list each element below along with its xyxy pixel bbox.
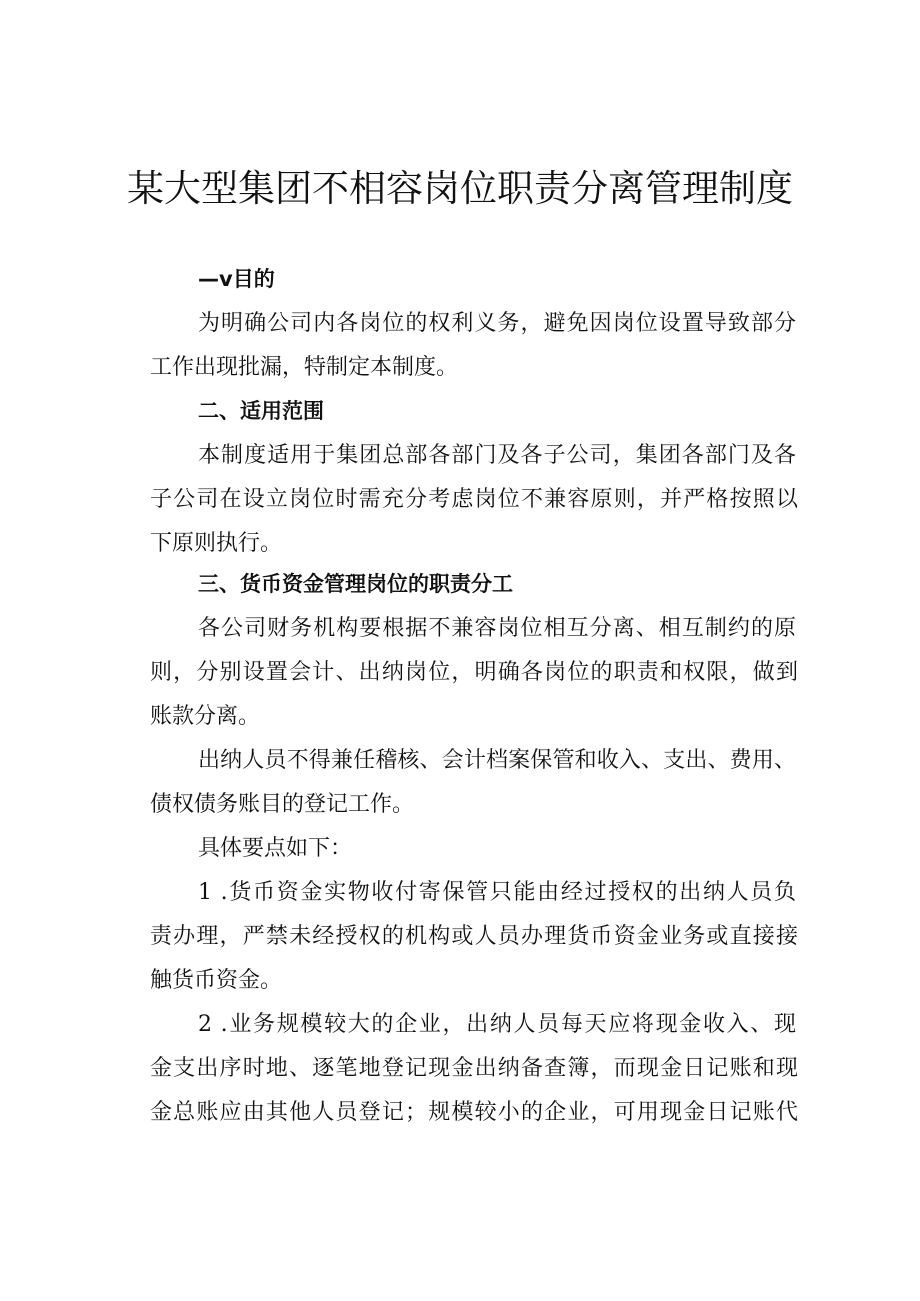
section-heading-scope: 二、适用范围	[198, 399, 324, 423]
paragraph-line: 为明确公司内各岗位的权利义务，避免因岗位设置导致部分	[198, 311, 796, 336]
paragraph-line: 本制度适用于集团总部各部门及各子公司，集团各部门及各	[198, 443, 796, 468]
section-heading-purpose: —v目的	[198, 267, 275, 291]
list-item-line: 1 .货币资金实物收付寄保管只能由经过授权的出纳人员负	[198, 880, 796, 905]
paragraph-line: 债权债务账目的登记工作。	[150, 792, 415, 817]
list-item-line: 触货币资金。	[150, 968, 283, 993]
document-title: 某大型集团不相容岗位职责分离管理制度	[127, 167, 793, 210]
section-heading-cash-management: 三、货币资金管理岗位的职责分工	[198, 572, 513, 596]
paragraph-line: 账款分离。	[150, 704, 261, 729]
paragraph-line: 出纳人员不得兼任稽核、会计档案保管和收入、支出、费用、	[198, 748, 796, 773]
list-item-line: 金支出序时地、逐笔地登记现金出纳备查簿，而现金日记账和现	[150, 1056, 798, 1081]
paragraph-line: 具体要点如下：	[198, 836, 353, 861]
paragraph-line: 工作出现批漏，特制定本制度。	[150, 355, 459, 380]
list-item-line: 责办理，严禁未经授权的机构或人员办理货币资金业务或直接接	[150, 924, 798, 949]
list-item-line: 金总账应由其他人员登记；规模较小的企业，可用现金日记账代	[150, 1100, 798, 1125]
list-item-line: 2 .业务规模较大的企业，出纳人员每天应将现金收入、现	[198, 1012, 796, 1037]
paragraph-line: 子公司在设立岗位时需充分考虑岗位不兼容原则，并严格按照以	[150, 487, 798, 512]
paragraph-line: 则，分别设置会计、出纳岗位，明确各岗位的职责和权限，做到	[150, 660, 798, 685]
paragraph-line: 下原则执行。	[150, 531, 283, 556]
paragraph-line: 各公司财务机构要根据不兼容岗位相互分离、相互制约的原	[198, 616, 796, 641]
